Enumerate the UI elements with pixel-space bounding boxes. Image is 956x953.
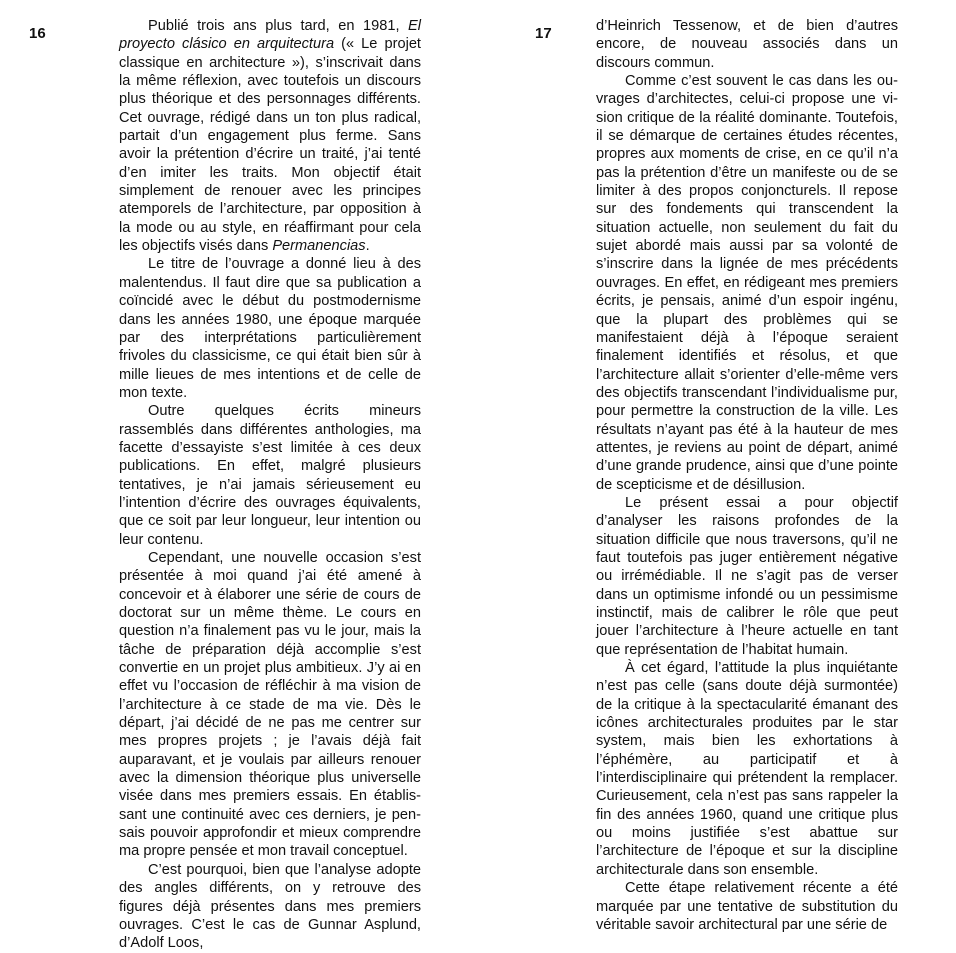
page-number-right: 17	[535, 25, 552, 42]
text-run: Cette étape relativement récente a été marquée par une tentative de substitution du véritable savoir architectural par une série de	[596, 880, 898, 933]
text-column-right	[596, 17, 898, 934]
italic-title: El proyecto clásico en arquitectura	[119, 18, 421, 53]
text-run: Cependant, une nouvelle occasion s’est présentée à moi quand j’ai été amené à concevoir et à élaborer une série de cours de doctorat sur un même thème. Le cours en question n’a finalement pas vu le jour, mais la tâche de préparation déjà accomplie s’est convertie en un projet plus ambitieux. J’y ai en effet vu l’occasion de réfléchir à ma vision de l’architecture à ce stade de ma vie. Dès le départ, j’ai décidé de ne pas me centrer sur mes propres projets ; je l’avais déjà fait auparavant, et je voulais par ailleurs renouer avec la dimension théorique plus universelle visée dans mes premiers essais. En établissant une continuité avec ces derniers, je pensais pouvoir approfondir et mieux comprendre ma propre pensée et mon travail conceptuel.	[119, 549, 421, 860]
text-run: .	[365, 238, 370, 255]
text-run: Publié trois ans plus tard, en 1981,	[148, 18, 409, 34]
text-run: À cet égard, l’attitude la plus inquiétante n’est pas celle (sans doute déjà surmontée) de la critique à la spectacularité émanant des icônes architecturales produites par le star system, mais bien les exhortations à l’éphémère, au participatif et à l’interdisciplinaire qui prétendent la remplacer. Curieusement, cela n’est pas sans rappeler la fin des années 1960, quand une critique plus ou moins justifiée s’est abattue sur l’architecture de l’époque et sur la discipline architecturale dans son ensemble.	[596, 660, 898, 878]
text-run: Le titre de l’ouvrage a donné lieu à des malentendus. Il faut dire que sa publication a coïncidé avec le début du postmodernisme dans les années 1980, une époque marquée par des interprétations particulièrement frivoles du classicisme, ce qui était bien sûr à mille lieues de mes intentions et de celle de mon texte.	[119, 256, 421, 401]
paragraph	[119, 549, 421, 861]
paragraph	[596, 17, 898, 72]
text-run: C’est pourquoi, bien que l’analyse adopte des angles différents, on y retrouve des figures déjà présentes dans mes premiers ouvrages. C’est le cas de Gunnar Asplund, d’Adolf Loos,	[119, 861, 421, 952]
paragraph	[119, 255, 421, 402]
text-run: Comme c’est souvent le cas dans les ouvrages d’architectes, celui-ci propose une vision critique de la réalité dominante. Toutefois, il se démarque de certaines études récentes, propres aux moments de crise, en ce qu’il n’a pas la prétention d’être un manifeste ou de se limiter à des propos conjoncturels. Il repose sur des fondements qui transcendent la situation actuelle, non seulement du fait du sujet abordé mais aussi par sa volonté de s’inscrire dans la lignée de mes précédents ouvrages. En effet, en rédigeant mes premiers écrits, je pensais, animé d’un espoir ingénu, que la plupart des problèmes qui se manifestaient déjà à l’époque seraient finalement identifiés et résolus, et que l’architecture allait s’orienter d’elle-même vers des objectifs transcendant l’individualisme pur, pour permettre la construction de la ville. Les résultats n’ayant pas été à la hauteur de mes attentes, je reviens au point de départ, animé d’une grande prudence, ainsi que d’une pointe de scepticisme et de désillusion.	[596, 73, 898, 493]
italic-title: Permanencias	[272, 238, 366, 255]
text-run: Outre quelques écrits mineurs rassemblés dans différentes anthologies, ma facette d’essayiste s’est limitée à ces deux publications. En effet, malgré plusieurs tentatives, je n’ai jamais sérieusement eu l’intention d’écrire des ouvrages équivalents, que ce soit par leur longueur, leur intention ou leur contenu.	[119, 403, 421, 548]
text-run: Le présent essai a pour objectif d’analyser les raisons profondes de la situation difficile que nous traversons, qu’il ne faut toutefois pas juger entièrement négative ou irrémédiable. Il ne s’agit pas de verser dans un optimisme infondé ou un pessimisme instinctif, mais de calibrer le rôle que peut jouer l’architecture à l’heure actuelle en tant que représentation de l’habitat humain.	[596, 494, 898, 658]
text-run: (« Le projet classique en architecture »), s’inscrivait dans la même réflexion, avec toutefois un discours plus théorique et des personnages différents. Cet ouvrage, rédigé dans un ton plus radical, partait d’un engagement plus ferme. Sans avoir la prétention d’écrire un traité, j’ai tenté d’en imiter les traits. Mon objectif était simplement de renouer avec les principes atemporels de l’architecture, par opposition à la mode ou au style, en réaffirmant pour cela les objectifs visés dans	[119, 36, 421, 255]
page-number-left: 16	[29, 25, 46, 42]
paragraph	[119, 861, 421, 953]
paragraph	[596, 72, 898, 494]
paragraph	[596, 494, 898, 659]
paragraph	[119, 17, 421, 255]
text-run: d’Heinrich Tessenow, et de bien d’autres encore, de nouveau associés dans un discours commun.	[596, 18, 898, 71]
paragraph	[596, 879, 898, 934]
paragraph	[596, 659, 898, 879]
text-column-left	[119, 17, 421, 953]
paragraph	[119, 402, 421, 549]
